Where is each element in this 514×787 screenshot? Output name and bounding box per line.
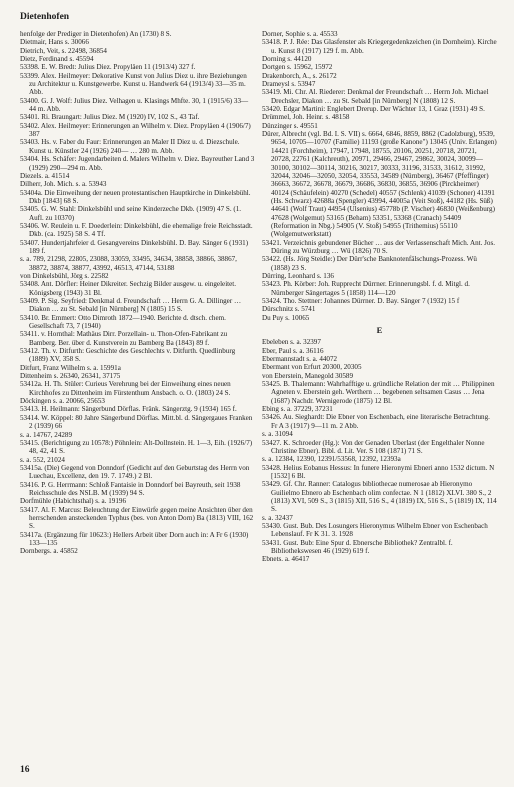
bibliography-entry: von Dinkelsbühl, Jörg s. 22582 [20, 271, 109, 280]
bibliography-entry: 53407. Hundertjahrfeier d. Gesangvereins Dinkelsbühl. D. Bay. Sänger 6 (1931) 189 f. [20, 238, 249, 255]
bibliography-entry: 53421. Verzeichnis gebundener Bücher … aus der Verlassenschaft Mich. Ant. Jos. Düring zu Würzburg … Wü (1826) 70 S. [262, 238, 495, 255]
bibliography-entry: 53425. B. Thalemann: Wahrhafftige u. gründliche Relation der mit … Philippinen Agneten v. Eberstein geh. Werthern … begebenen seltsamen Casus … Jena (1687) Nachdr. Wernigerode (1875) 12 Bl. [262, 380, 495, 405]
bibliography-entry: s. a. 552, 21024 [20, 455, 65, 464]
bibliography-entry: 53400. G. J. Wolf: Julius Diez. Velhagen u. Klasings Mhfte. 30, 1 (1915/6) 33—44 m. Abb. [20, 96, 249, 114]
bibliography-entry: Dittenheim s. 26340, 26341, 37175 [20, 372, 121, 381]
page-number: 16 [20, 765, 30, 775]
bibliography-entry: s. a. 32437 [262, 513, 293, 522]
bibliography-entry: 53402. Alex. Heilmeyer: Erinnerungen an Wilhelm v. Diez. Propyläen 4 (1906/7) 387 [20, 121, 251, 139]
bibliography-entry: Döckingen s. a. 20066, 25653 [20, 397, 105, 406]
bibliography-entry: 53419. Mi. Chr. Al. Riederer: Denkmal der Freundschaft … Herrn Joh. Michael Drechsler, Diakon … zu St. Sebald [in Nürnberg] N (1808) 12 S. [262, 88, 489, 105]
bibliography-entry: 53427. K. Schroeder (Hg.): Von der Genaden Uberlast (der Engelthaler Nonne Christine Ebner). Bibl. d. Lit. Ver. S 108 (1871) 71 S. [262, 438, 485, 455]
bibliography-entry: 53430. Gust. Bub. Des Losungers Hieronymus Wilhelm Ebner von Eschenbach Lebenslauf. Fr K 31. 3. 1928 [262, 521, 488, 539]
bibliography-entry: 53412a. H. Th. Stüler: Curieus Verehrung bei der Einweihung eines neuen Kirchhofes zu Dittenheim im Fürstenthum Ansbach. o. O. (1803) 24 S. [20, 380, 231, 397]
bibliography-entry: Ditfurt, Franz Wilhelm s. a. 15991a [20, 363, 121, 372]
bibliography-entry: 53409. P. Sig. Seyfried: Denkmal d. Freundschaft … Herrn G. A. Dillinger … Diakon … zu St. Sebald [in Nürnberg] N (1805) 15 S. [20, 297, 242, 314]
bibliography-entry: 53414. W. Köppel: 80 Jahre Sängerbund Dörflas. Mitt.bl. d. Sängergaues Franken 2 (1939) 66 [20, 413, 253, 431]
bibliography-entry: 53428. Helius Eobanus Hessus: In funere Hieronymi Ebneri anno 1532 dictum. N [1532] 6 Bl. [262, 463, 495, 480]
bibliography-entry: 53429. Gf. Chr. Ranner: Catalogus bibliothecae numerosae ab Hieronymo Guilielmo Ebnero ab Eschenbach olim confectae. N 1 (1812) XLVI. 380 S., 2 (1813) XVI, 509 S., 3 (1815) XII, 516 S., 4 (1819) IX, 516 S., 5 (1819) IX, 114 S. [262, 480, 497, 514]
bibliography-entry: 53411. v. Hornthal: Mathäus Dirr. Porzellain- u. Thon-Ofen-Fabrikant zu Bamberg. Ber. über d. Kunstverein zu Bamberg Ba (1843) 89 f. [20, 330, 228, 347]
bibliography-entry: Du Puy s. 10065 [262, 313, 310, 322]
bibliography-entry: 53404a. Die Einweihung der neuen protestantischen Hauptkirche in Dinkelsbühl. Dkb [1843] 68 S. [20, 188, 251, 205]
bibliography-entry: Dietrich, Veit, s. 22498, 36854 [20, 46, 107, 55]
bibliography-entry: 53424. Tho. Stettner: Johannes Dürrner. D. Bay. Sänger 7 (1932) 15 f [262, 297, 460, 305]
bibliography-entry: Ebermant von Erfurt 20300, 20305 [262, 363, 362, 372]
bibliography-entry: 53420. Edgar Martini: Englebert Drerup. Der Wächter 13, 1 Graz (1931) 49 S. [262, 105, 485, 114]
bibliography-entry: Dilherr, Joh. Mich. s. a. 53943 [20, 180, 107, 189]
bibliography-entry: 53415a. (Die) Gegend von Donndorf (Gedicht auf den Geburtstag des Herrn von Luechau, Excellenz, den 19. 7. 1749.) 2 Bl. [20, 463, 250, 481]
bibliography-entry: 53401. Ri. Braungart: Julius Diez. M (1920) IV, 102 S., 43 Taf. [20, 113, 200, 122]
bibliography-entry: Dorfmühle (Habichtsthal) s. a. 19196 [20, 497, 126, 506]
bibliography-entry: Dietz, Ferdinand s. 45594 [20, 55, 94, 64]
bibliography-entry: 53426. Au. Sieghardt: Die Ebner von Eschenbach, eine literarische Betrachtung. Fr A 3 (1917) 9—11 m. 2 Abb. [262, 413, 490, 430]
bibliography-entry: von Eberstein, Manegold 30589 [262, 371, 354, 380]
bibliography-entry: henfolge der Prediger in Dietenhofen) An (1730) 8 S. [20, 30, 172, 38]
bibliography-entry: Ebing s. a. 37229, 37231 [262, 405, 333, 414]
bibliography-entry: 53423. Ph. Körber: Joh. Rupprecht Dürrner. Erinnerungsbl. f. d. Mitgl. d. Nürnberger Sängertages 5 (1858) 114—120 [262, 280, 470, 297]
bibliography-entry: Drakenborch, A., s. 26172 [262, 71, 337, 80]
bibliography-entry: Eber, Paul s. a. 36116 [262, 346, 324, 355]
bibliography-entry: 53412. Th. v. Ditfurth: Geschichte des Geschlechts v. Ditfurth. Quedlinburg (1889) XV, 358 S. [20, 347, 236, 364]
bibliography-entry: 53422. (Hs. Jörg Steidle:) Der Dürr'sche Banknotenfälschungs-Prozess. Wü (1858) 23 S. [262, 255, 477, 272]
bibliography-entry: 53416. P. G. Herrmann: Schloß Fantaisie in Donndorf bei Bayreuth, seit 1938 Reichsschule des NSLB. M (1939) 94 S. [20, 480, 241, 497]
bibliography-entry: 53431. Gust. Bub: Eine Spur d. Ebnersche Bibliothek? Zentralbl. f. Bibliothekswesen 46 (1929) 619 f. [262, 538, 453, 555]
left-column [20, 30, 255, 556]
bibliography-entry: Dornbergs. a. 45852 [20, 547, 78, 556]
bibliography-entry: 53415. (Berichtigung zu 10578:) Pöhnlein: Alt-Dollnstein. H. 1—3, Eih. (1926/7) 48, 42, 41 S. [20, 438, 253, 456]
bibliography-entry: Ebnets. a. 46417 [262, 555, 310, 564]
bibliography-entry: Dünzinger s. 49551 [262, 121, 318, 130]
bibliography-entry: 53406. W. Reulein u. F. Doederlein: Dinkelsbühl, die ehemalige freie Reichsstadt. Dkb. (ca. 1925) 58 S. 4 Tf. [20, 221, 253, 239]
bibliography-entry: Drümmel, Joh. Heinr. s. 48158 [262, 113, 350, 122]
bibliography-entry: Dürschnitz s. 5741 [262, 305, 316, 314]
bibliography-entry: 53399. Alex. Heilmeyer: Dekorative Kunst von Julius Diez u. ihre Beziehungen zu Architektur u. Kunstgewerbe. Kunst u. Handwerk 64 (1913/4) 33—35 m. Abb. [20, 71, 247, 97]
bibliography-entry: 53404. Hs. Schäfer: Jugendarbeiten d. Malers Wilhelm v. Diez. Bayreuther Land 3 (1929) 290—294 m. Abb. [20, 155, 255, 172]
bibliography-entry: s. a. 789, 21298, 22805, 23088, 33059, 33495, 34634, 38858, 38866, 38867, 38872, 38874, 38877, 43992, 46513, 47144, 53188 [20, 255, 237, 272]
bibliography-entry: s. a. 12384, 12390, 12391/53568, 12392, 12393a [262, 455, 401, 464]
bibliography-entry: 53418. P. J. Rée: Das Glasfenster als Kriegergedenkzeichen (in Dornheim). Kirche u. Kunst 8 (1917) 129 f. m. Abb. [262, 38, 497, 55]
bibliography-entry: 53417. Al. F. Marcus: Beleuchtung der Einwürfe gegen meine Ansichten über den herrschenden ansteckenden Typhus (bes. von Anton Dorn) Ba (1813) VIII, 162 S. [20, 505, 254, 531]
bibliography-entry: Ebermannstadt s. a. 44072 [262, 355, 338, 364]
section-letter: E [376, 325, 383, 336]
bibliography-entry: Dürring, Leonhard s. 136 [262, 271, 334, 280]
bibliography-entry: Dorning s. 44120 [262, 55, 312, 64]
bibliography-entry: 53405. G. W. Stahl: Dinkelsbühl und seine Kinderzeche Dkb. (1909) 47 S. (1. Aufl. zu 10370) [20, 205, 242, 222]
right-column [262, 30, 497, 564]
bibliography-entry: Drameysl s. 53947 [262, 80, 316, 89]
bibliography-entry: Ebeleben s. a. 32397 [262, 338, 321, 347]
bibliography-entry: 53410. Br. Emmert: Otto Dimroth 1872—1940. Berichte d. dtsch. chem. Gesellschaft 73, 7 (1940) [20, 313, 226, 331]
bibliography-entry: Dorner, Sophie s. a. 45533 [262, 30, 338, 38]
bibliography-entry: 53413. H. Heilmann: Sängerbund Dörflas. Fränk. Sängerztg. 9 (1934) 165 f. [20, 405, 237, 414]
bibliography-entry: s. a. 14767, 24289 [20, 430, 73, 439]
running-head: Dietenhofen [20, 12, 70, 22]
bibliography-entry: Dürer, Albrecht (vgl. Bd. I. S. VII) s. 6664, 6846, 8859, 8862 (Cadolzburg), 9539, 9654, 10705—10707 (Familie) 11193 (große Kanone") 13045 (Univ. Erlangen) 14421 (Forchheim), 17947, 17948, 18755, 20106, 20251, 20718, 20721, 20728, 22761 (Kalchreuth), 20971, 29466, 29467, 29862, 30024, 30099—30100, 30102—30114, 30216, 30217, 30333, 31196, 31533, 31612, 31992, 32044, 32046—32050, 32054, 33553, 34589 (Nürnberg), 36467 (Pfeffinger) 36663, 36672, 36678, 36679, 36686, 36830, 36855, 36906 (Pirckheimer) 40124 (Schäufelein) 40270 (Schedel) 40557 (Schlenk) 41039 (Schoner) 41391 (Hs. Schwarz) 42688a (Spengler) 43994, 44005a (Veit Stoß), 44182 (Hs. Süß) 44641 (Wolf Traut) 44954 (Ulsenius) 45778b (P. Vischer) 46830 (Weißenburg) 47628 (Wolgemut) 53165 (Beham) 53351, 53368 (Cranach) 54409 (Reformation in Nbg.) 54905 (V. Stoß) 54955 (Trithemius) 55110 (Wolgemutwerkstatt) [262, 130, 497, 239]
bibliography-entry: 53398. E. W. Bredt: Julius Diez. Propyläen 11 (1913/4) 327 f. [20, 63, 196, 72]
bibliography-entry: s. a. 31094 [262, 430, 293, 439]
bibliography-entry: 53417a. (Ergänzung für 10623:) Hellers Arbeit über Dorn auch in: A Fr 6 (1930) 133—135 [20, 530, 249, 547]
bibliography-entry: Dortgen s. 15962, 15972 [262, 63, 333, 72]
bibliography-entry: 53408. Ant. Dörfler: Heiner Dikreiter. Sechzig Bilder ausgew. u. eingeleitet. Königsberg (1943) 31 Bl. [20, 280, 237, 297]
bibliography-entry: Dietmair, Hans s. 30066 [20, 38, 89, 47]
bibliography-entry: 53403. Hs. v. Faber du Faur: Erinnerungen an Maler II Diez u. d. Diezschule. Kunst u. Künstler 24 (1926) 240— … 280 m. Abb. [20, 138, 240, 155]
bibliography-entry: Diezels. a. 41514 [20, 171, 70, 180]
